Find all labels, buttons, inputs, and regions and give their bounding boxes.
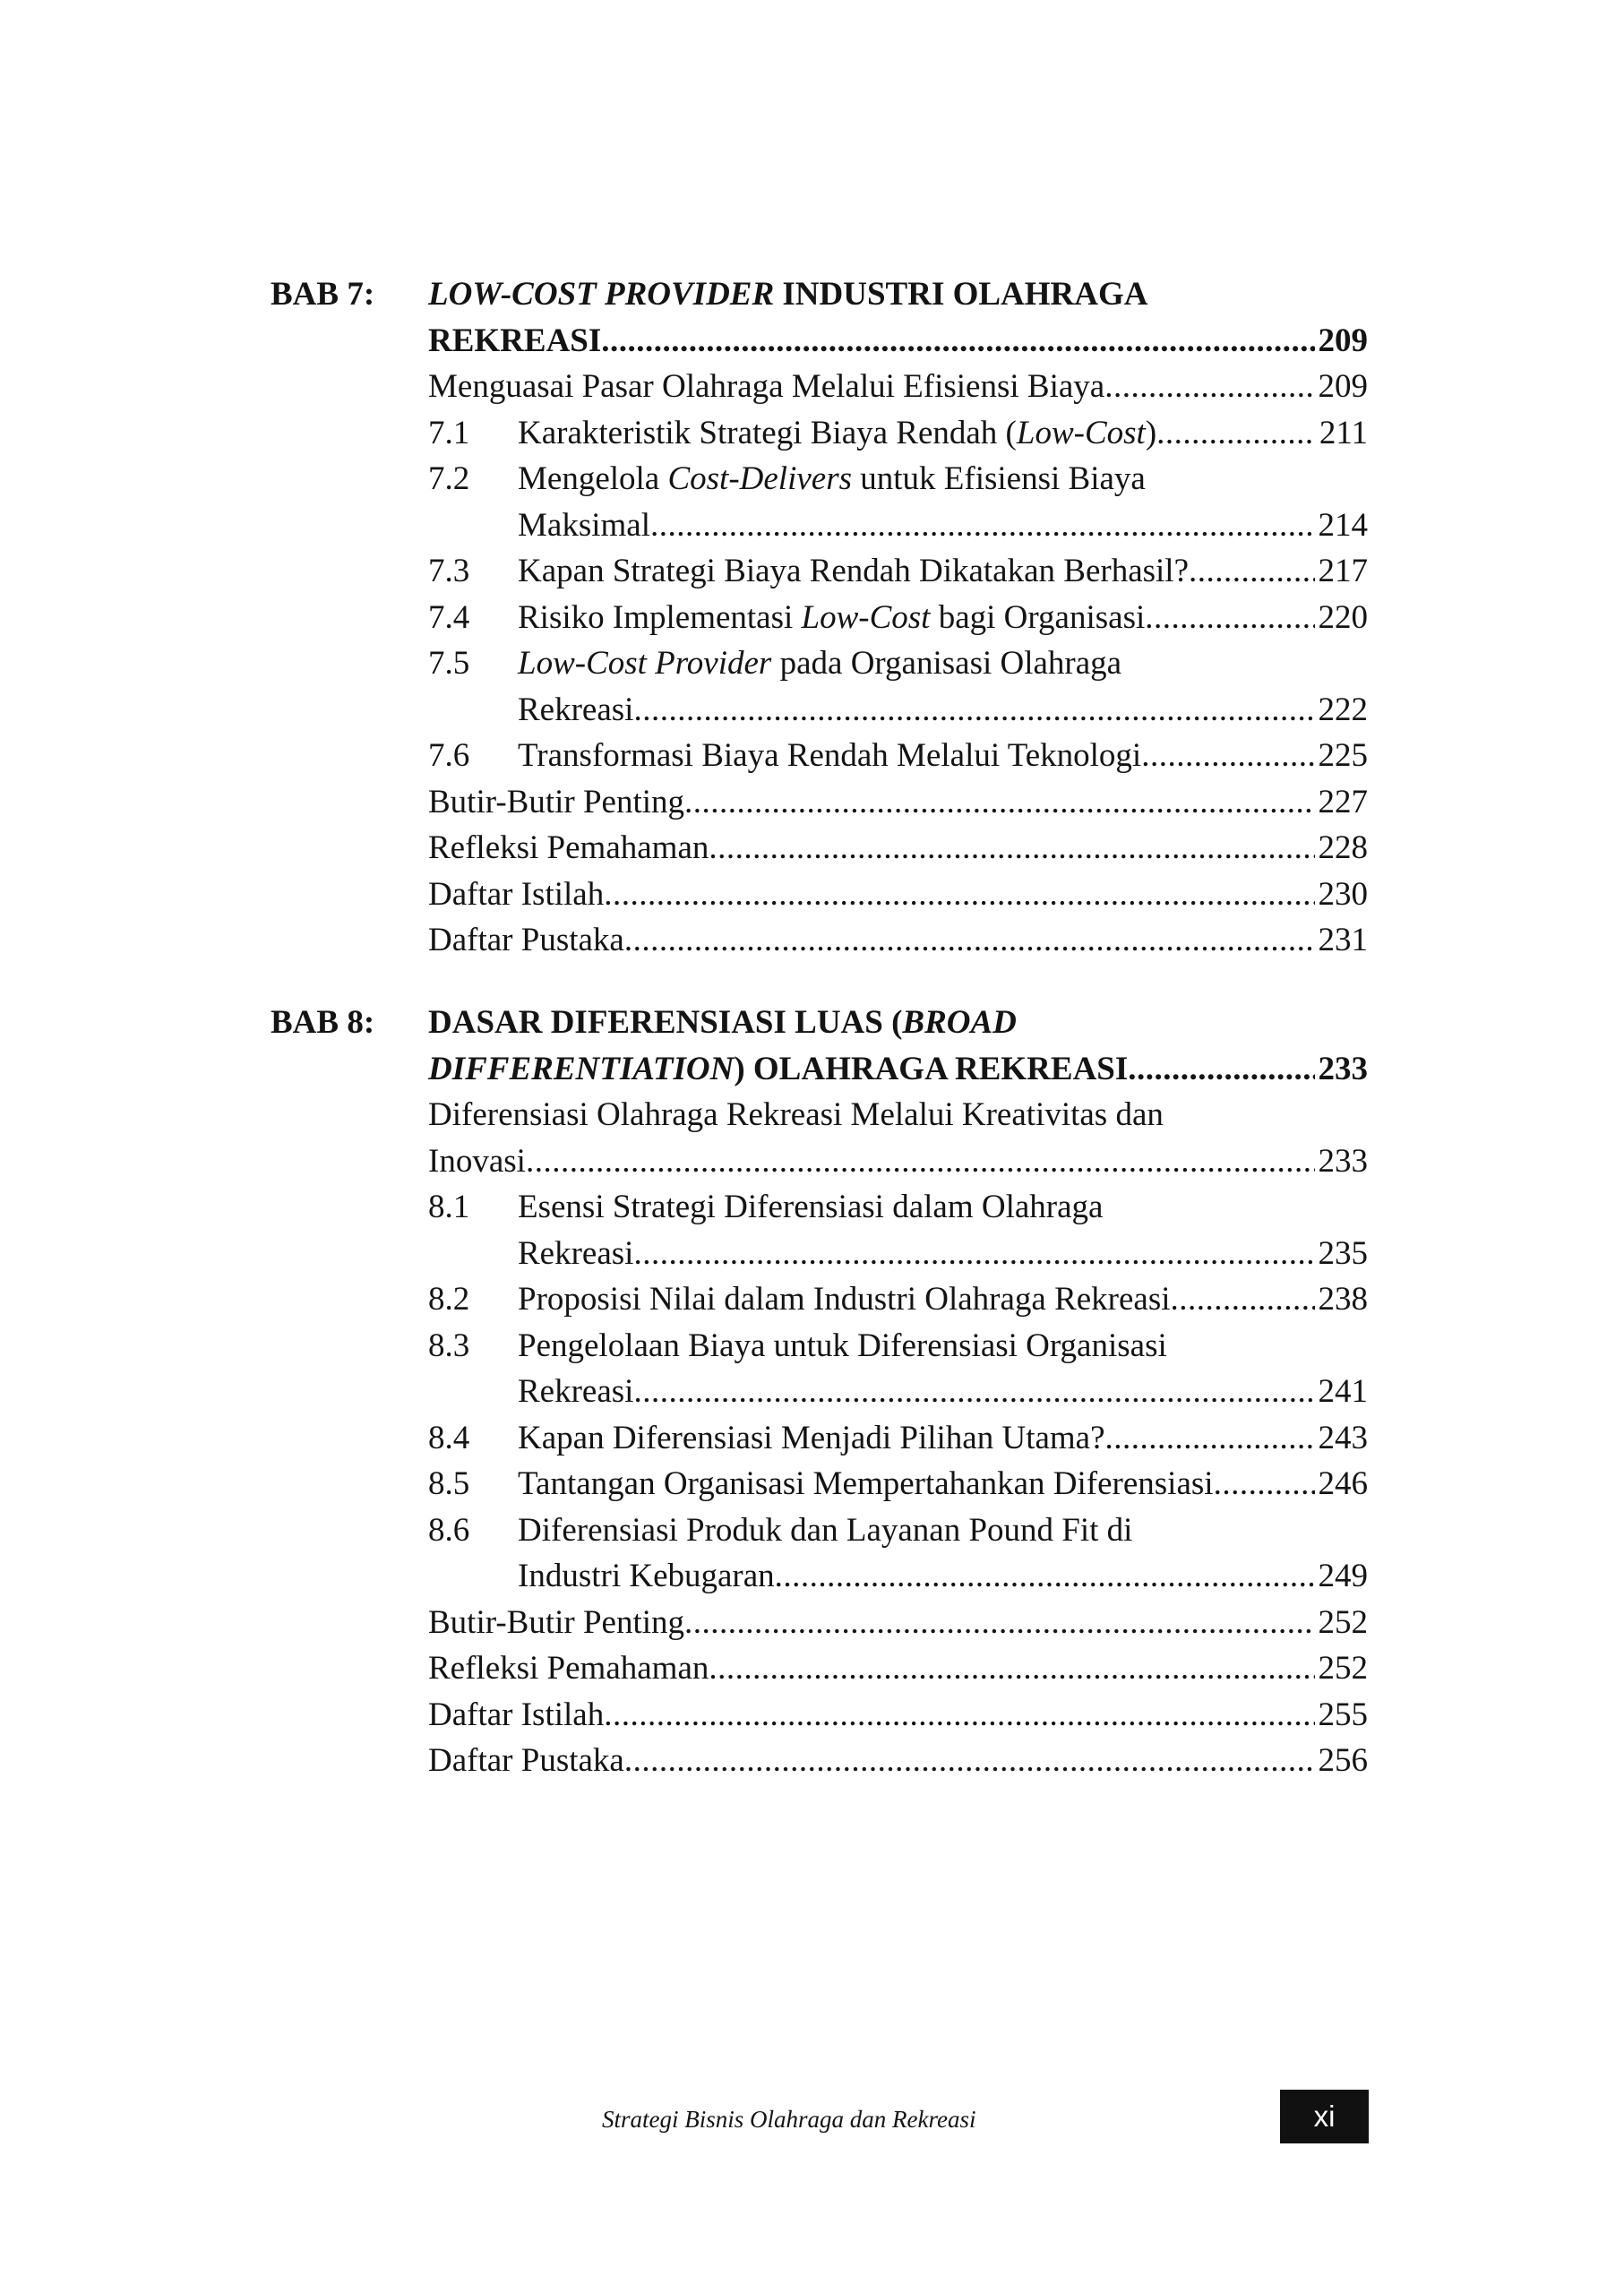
entry-title: Risiko Implementasi Low-Cost bagi Organisasi (518, 598, 1146, 636)
entry-title: Karakteristik Strategi Biaya Rendah (Low-Cost) (518, 414, 1157, 451)
leader-dots (1105, 1415, 1315, 1462)
page-number: 230 (1318, 875, 1368, 913)
leader-dots (684, 1600, 1314, 1646)
toc-entry[interactable] (0, 1138, 1624, 1185)
entry-title: Menguasai Pasar Olahraga Melalui Efisiensi Biaya (428, 368, 1105, 405)
entry-title: DASAR DIFERENSIASI LUAS (BROAD (428, 1004, 1017, 1041)
toc-entry[interactable] (0, 1553, 1624, 1600)
leader-dots (775, 1553, 1315, 1600)
toc-entry[interactable] (0, 779, 1624, 826)
entry-title: Industri Kebugaran (518, 1558, 775, 1594)
page-number: 225 (1318, 737, 1368, 774)
leader-dots (684, 779, 1314, 826)
toc-entry[interactable] (0, 640, 1624, 687)
footer-book-title: Strategi Bisnis Olahraga dan Rekreasi (602, 2106, 976, 2133)
toc-entry[interactable] (0, 1738, 1624, 1784)
leader-dots (526, 1138, 1315, 1185)
section-number: 7.5 (428, 645, 470, 682)
entry-title: Transformasi Biaya Rendah Melalui Teknologi (518, 737, 1142, 774)
entry-title: Rekreasi (518, 1373, 634, 1410)
leader-dots (604, 1692, 1314, 1739)
entry-title: Inovasi (428, 1142, 526, 1180)
entry-title: Maksimal (518, 506, 650, 544)
entry-title: Proposisi Nilai dalam Industri Olahraga Rekreasi (518, 1281, 1171, 1318)
toc-entry[interactable] (0, 1692, 1624, 1739)
leader-dots (1214, 1461, 1315, 1507)
section-number: 8.6 (428, 1511, 470, 1549)
page-number: 243 (1318, 1419, 1368, 1456)
entry-title: Rekreasi (518, 691, 634, 728)
toc-entry[interactable] (0, 872, 1624, 918)
page-number: 209 (1318, 368, 1368, 405)
page-number: 222 (1318, 691, 1368, 728)
entry-title: Daftar Pustaka (428, 1742, 624, 1779)
entry-title: Kapan Strategi Biaya Rendah Dikatakan Berhasil? (518, 553, 1189, 589)
leader-dots (601, 318, 1314, 365)
page-number: 228 (1318, 829, 1368, 866)
leader-dots (1128, 1046, 1314, 1093)
toc-entry[interactable] (0, 733, 1624, 779)
entry-title: Kapan Diferensiasi Menjadi Pilihan Utama? (518, 1419, 1105, 1456)
entry-title: Butir-Butir Penting (428, 1603, 685, 1641)
entry-title: Daftar Pustaka (428, 922, 624, 958)
leader-dots (604, 872, 1314, 918)
toc-entry[interactable] (0, 1000, 1624, 1046)
section-number: 8.1 (428, 1189, 470, 1225)
section-number: 7.3 (428, 553, 470, 589)
entry-title: DIFFERENTIATION) OLAHRAGA REKREASI (428, 1050, 1129, 1087)
toc-entry[interactable] (0, 456, 1624, 502)
entry-title: Diferensiasi Olahraga Rekreasi Melalui Kreativitas dan (428, 1096, 1164, 1133)
page-number: 231 (1318, 922, 1368, 958)
page-number: 233 (1318, 1050, 1368, 1087)
toc-entry[interactable] (0, 825, 1624, 872)
entry-title: Refleksi Pemahaman (428, 1650, 709, 1687)
toc-entry[interactable] (0, 1461, 1624, 1507)
page-number: 249 (1318, 1558, 1368, 1594)
leader-dots (1145, 595, 1314, 641)
leader-dots (633, 687, 1314, 734)
leader-dots (1156, 410, 1316, 457)
page-number: 235 (1318, 1234, 1368, 1272)
toc-entry[interactable] (0, 271, 1624, 318)
page-number: 220 (1318, 598, 1368, 636)
leader-dots (633, 1231, 1314, 1277)
section-number: 8.2 (428, 1281, 470, 1318)
section-number: 7.6 (428, 737, 470, 774)
page-number: 227 (1318, 783, 1368, 820)
toc-entry[interactable] (0, 1645, 1624, 1692)
leader-dots (624, 1738, 1315, 1784)
entry-title: Low-Cost Provider pada Organisasi Olahraga (518, 645, 1122, 682)
leader-dots (624, 917, 1315, 964)
page-number: 233 (1318, 1142, 1368, 1180)
toc-entry[interactable] (0, 1369, 1624, 1415)
toc-entry[interactable] (0, 1276, 1624, 1323)
chapter-label: BAB 7: (271, 276, 375, 313)
toc-entry[interactable] (0, 502, 1624, 549)
page-number: 211 (1319, 414, 1368, 451)
section-number: 8.3 (428, 1327, 470, 1364)
leader-dots (1171, 1276, 1315, 1323)
section-number: 8.5 (428, 1465, 470, 1502)
section-number: 8.4 (428, 1419, 470, 1456)
toc-entry[interactable] (0, 1507, 1624, 1554)
entry-title: Diferensiasi Produk dan Layanan Pound Fit di (518, 1511, 1133, 1549)
toc-entry[interactable] (0, 1046, 1624, 1093)
entry-title: Daftar Istilah (428, 875, 605, 913)
toc-entry[interactable] (0, 595, 1624, 641)
entry-title: REKREASI (428, 322, 602, 359)
entry-title: Refleksi Pemahaman (428, 829, 709, 866)
page-number: 241 (1318, 1373, 1368, 1410)
leader-dots (1104, 364, 1314, 410)
page-number: 252 (1318, 1603, 1368, 1641)
toc-entry[interactable] (0, 410, 1624, 457)
chapter-label: BAB 8: (271, 1004, 375, 1041)
leader-dots (1141, 733, 1314, 779)
leader-dots (633, 1369, 1314, 1415)
page-number: 214 (1318, 506, 1368, 544)
page-number: 255 (1318, 1696, 1368, 1733)
leader-dots (1189, 548, 1315, 595)
toc-entry[interactable] (0, 1323, 1624, 1370)
section-number: 7.1 (428, 414, 470, 451)
entry-title: Esensi Strategi Diferensiasi dalam Olahraga (518, 1189, 1104, 1225)
entry-title: LOW-COST PROVIDER INDUSTRI OLAHRAGA (428, 276, 1148, 313)
entry-title: Rekreasi (518, 1234, 634, 1272)
toc-entry[interactable] (0, 548, 1624, 595)
toc-entry[interactable] (0, 1231, 1624, 1277)
toc-entry[interactable] (0, 1184, 1624, 1231)
leader-dots (709, 825, 1314, 872)
page-number: 246 (1318, 1465, 1368, 1502)
section-number: 7.4 (428, 598, 470, 636)
page-number: 238 (1318, 1281, 1368, 1318)
toc-entry[interactable] (0, 1092, 1624, 1138)
entry-title: Pengelolaan Biaya untuk Diferensiasi Organisasi (518, 1327, 1167, 1364)
toc-entry[interactable] (0, 1600, 1624, 1646)
entry-title: Tantangan Organisasi Mempertahankan Diferensiasi (518, 1465, 1214, 1502)
page-number: 256 (1318, 1742, 1368, 1779)
toc-entry[interactable] (0, 917, 1624, 964)
entry-title: Daftar Istilah (428, 1696, 605, 1733)
entry-title: Butir-Butir Penting (428, 783, 685, 820)
page-number: 217 (1318, 553, 1368, 589)
toc-entry[interactable] (0, 1415, 1624, 1462)
page-number: 252 (1318, 1650, 1368, 1687)
toc-entry[interactable] (0, 318, 1624, 365)
entry-title: Mengelola Cost-Delivers untuk Efisiensi Biaya (518, 460, 1146, 497)
page-number: 209 (1318, 322, 1368, 359)
leader-dots (709, 1645, 1314, 1692)
footer-page-number: xi (1280, 2090, 1369, 2143)
toc-entry[interactable] (0, 687, 1624, 734)
section-number: 7.2 (428, 460, 470, 497)
leader-dots (650, 502, 1315, 549)
toc-entry[interactable] (0, 364, 1624, 410)
